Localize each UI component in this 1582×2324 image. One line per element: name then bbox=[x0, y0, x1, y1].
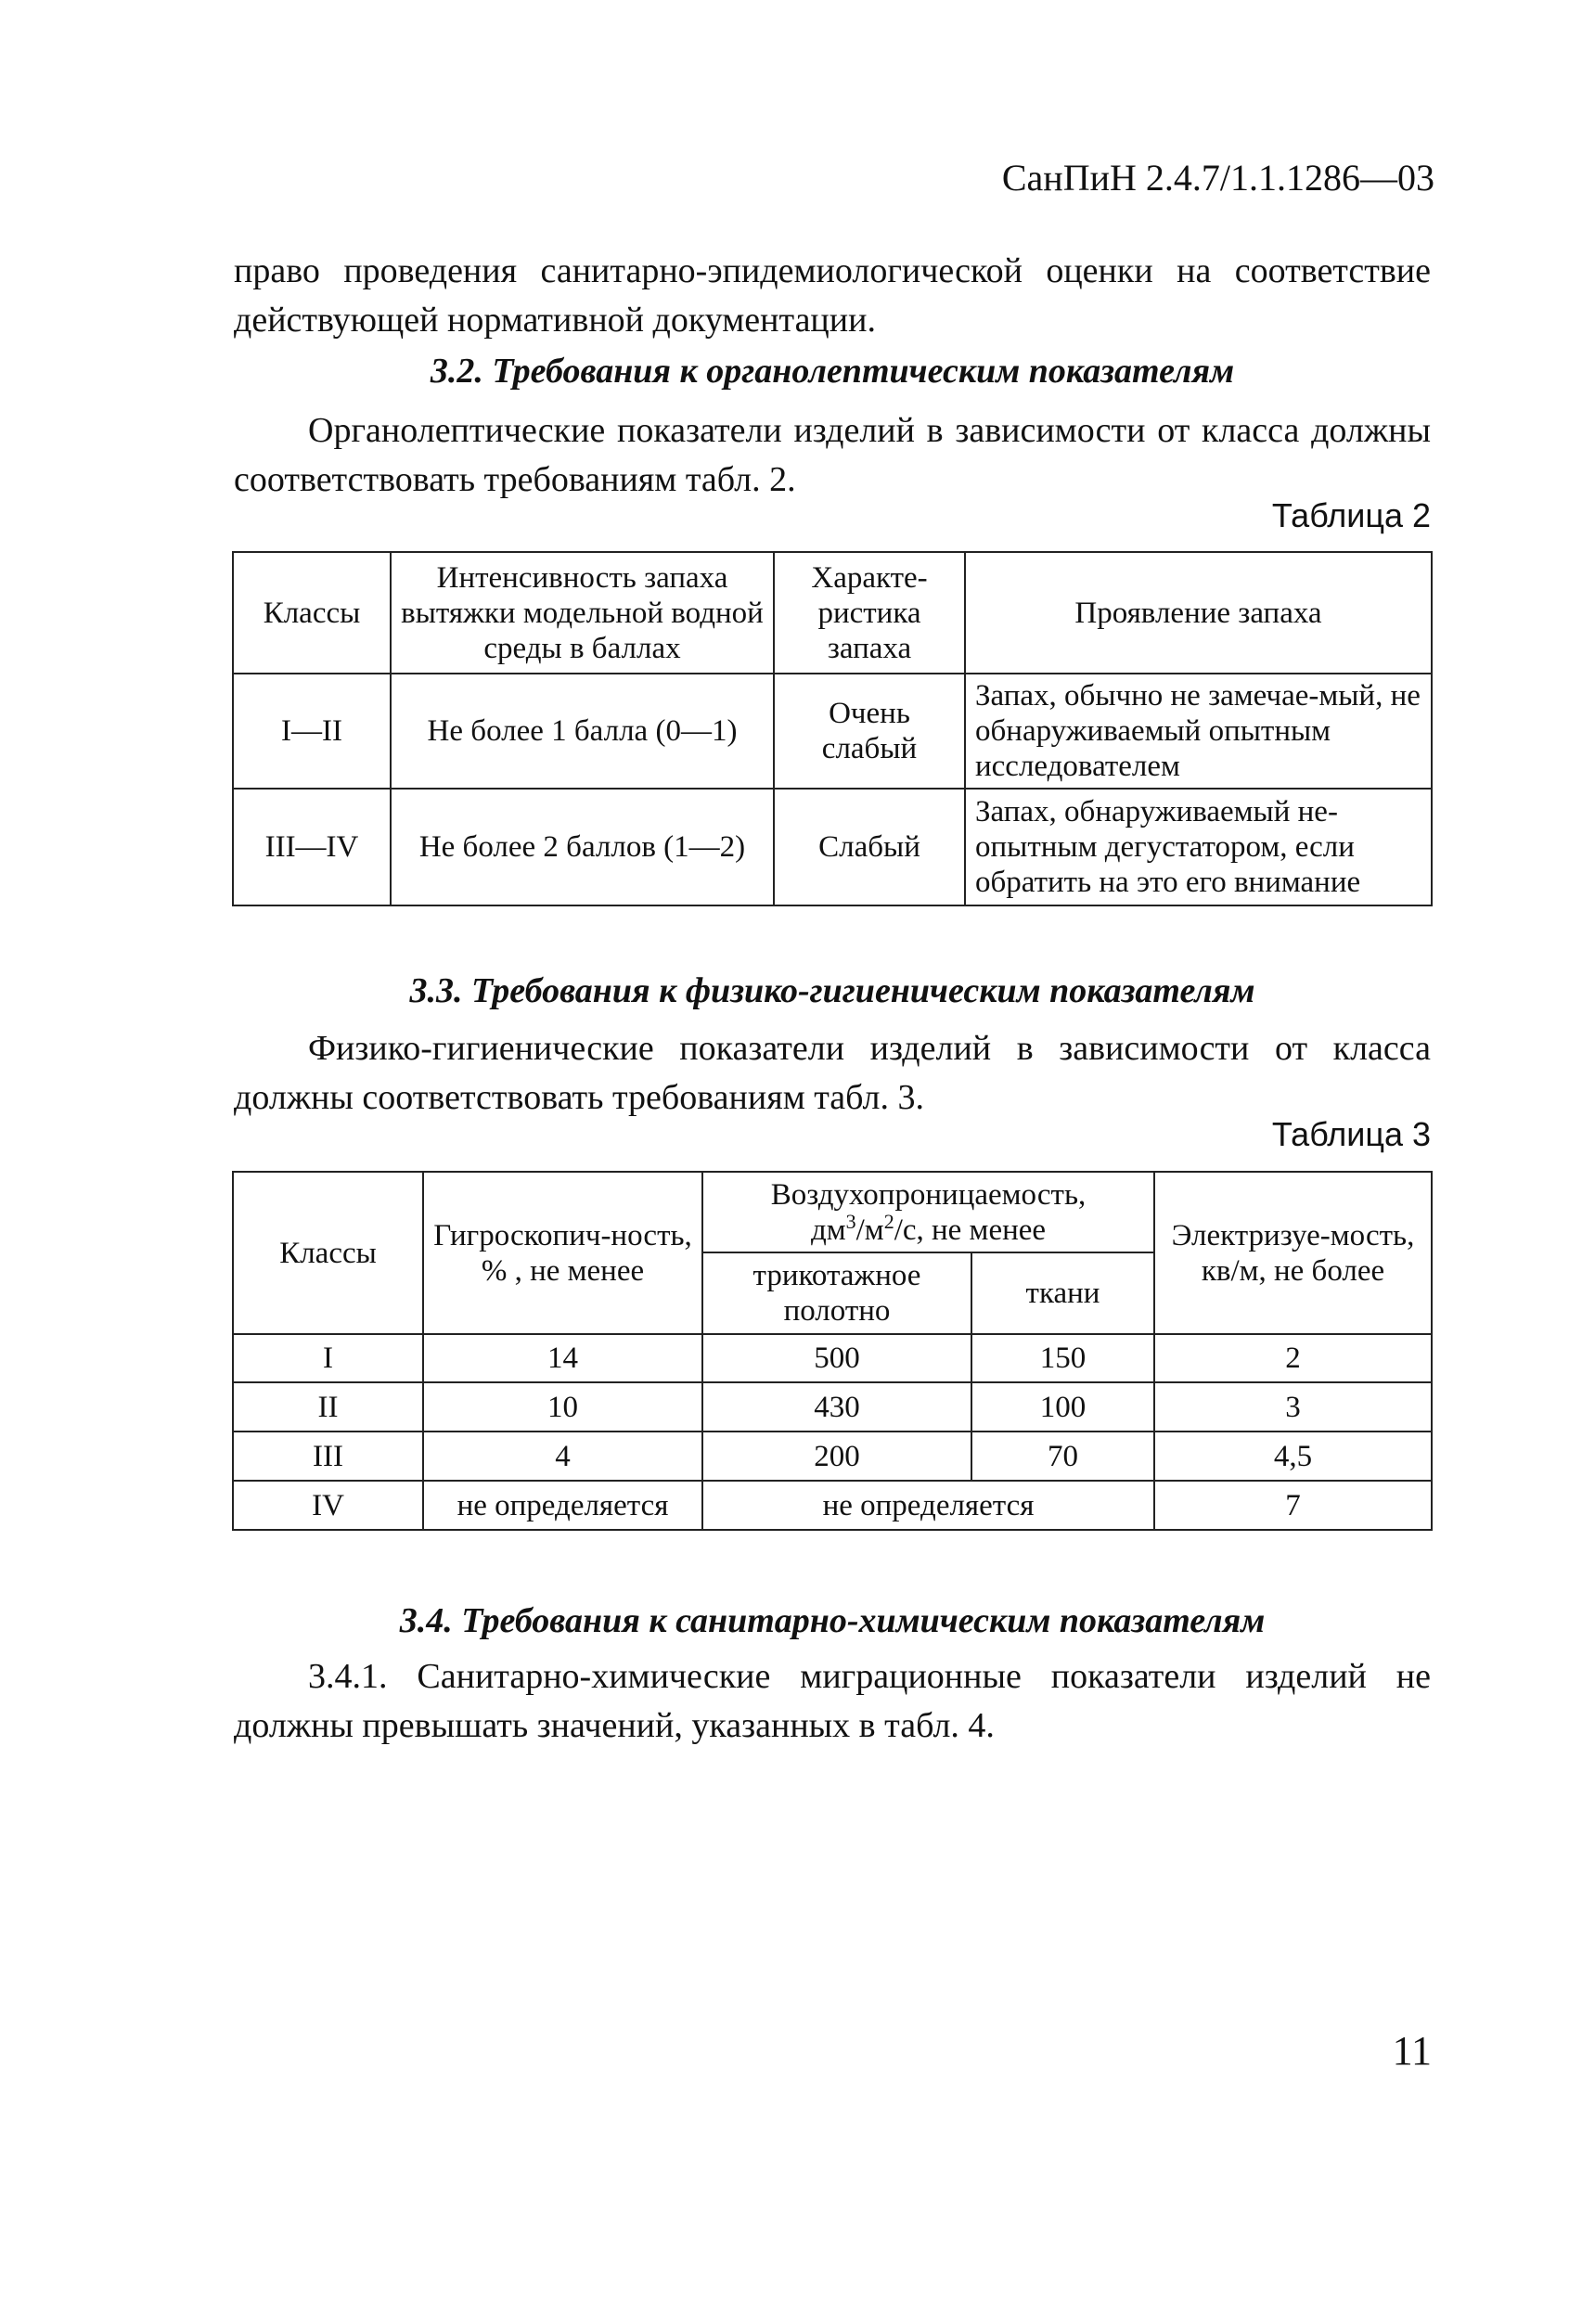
table-2-caption: Таблица 2 bbox=[1271, 496, 1431, 534]
section-3-4-paragraph: 3.4.1. Санитарно-химические миграционные показатели изделий не должны превышать значений, указанных в табл. 4. bbox=[234, 1657, 1431, 1745]
table-cell: III—IV bbox=[233, 789, 391, 905]
table-cell: 3 bbox=[1154, 1382, 1432, 1432]
table-cell: IV bbox=[233, 1481, 423, 1530]
table-row bbox=[233, 1334, 1432, 1382]
table-cell: 2 bbox=[1154, 1334, 1432, 1382]
table-cell: 7 bbox=[1154, 1481, 1432, 1530]
table-row bbox=[233, 789, 1432, 905]
table-cell: Не более 1 балла (0—1) bbox=[391, 674, 774, 789]
table-3-header-knitted: трикотажное полотно bbox=[702, 1252, 971, 1334]
table-cell: 430 bbox=[702, 1382, 971, 1432]
table-cell: 100 bbox=[971, 1382, 1154, 1432]
air-permeability-label: Воздухопроницаемость, bbox=[770, 1177, 1087, 1212]
section-3-4-heading: 3.4. Требования к санитарно-химическим показателям bbox=[399, 1601, 1266, 1640]
table-cell: 150 bbox=[971, 1334, 1154, 1382]
table-row bbox=[233, 1481, 1432, 1530]
table-2-header-intensity: Интенсивность запаха вытяжки модельной водной среды в баллах bbox=[391, 552, 774, 674]
table-3 bbox=[232, 1171, 1433, 1531]
table-cell: I bbox=[233, 1334, 423, 1382]
section-3-3-heading: 3.3. Требования к физико-гигиеническим показателям bbox=[409, 971, 1255, 1010]
table-3-header-classes: Классы bbox=[233, 1172, 423, 1334]
table-cell: Не более 2 баллов (1—2) bbox=[391, 789, 774, 905]
table-cell: II bbox=[233, 1382, 423, 1432]
table-2-header-row bbox=[233, 552, 1432, 674]
table-cell: 70 bbox=[971, 1432, 1154, 1481]
table-2-header-classes: Классы bbox=[233, 552, 391, 674]
table-cell: Слабый bbox=[774, 789, 965, 905]
table-3-header-row bbox=[233, 1172, 1432, 1252]
table-cell: III bbox=[233, 1432, 423, 1481]
table-cell: 14 bbox=[423, 1334, 702, 1382]
table-cell: 500 bbox=[702, 1334, 971, 1382]
table-3-header-fabric: ткани bbox=[971, 1252, 1154, 1334]
page-number: 11 bbox=[1392, 2028, 1432, 2074]
table-cell: Запах, обнаруживаемый не-опытным дегустатором, если обратить на это его внимание bbox=[965, 789, 1432, 905]
table-cell: Запах, обычно не замечае-мый, не обнаруживаемый опытным исследователем bbox=[965, 674, 1432, 789]
table-cell: 4 bbox=[423, 1432, 702, 1481]
table-3-header-electrization: Электризуе-мость, кв/м, не более bbox=[1154, 1172, 1432, 1334]
document-code-header: СанПиН 2.4.7/1.1.1286—03 bbox=[1001, 157, 1434, 199]
table-cell: не определяется bbox=[423, 1481, 702, 1530]
section-3-2-paragraph: Органолептические показатели изделий в зависимости от класса должны соответствовать требованиям табл. 2. bbox=[234, 411, 1431, 499]
section-3-2-heading: 3.2. Требования к органолептическим показателям bbox=[430, 352, 1235, 391]
table-3-caption: Таблица 3 bbox=[1271, 1115, 1431, 1153]
table-row bbox=[233, 1432, 1432, 1481]
section-3-3-paragraph: Физико-гигиенические показатели изделий в зависимости от класса должны соответствовать требованиям табл. 3. bbox=[234, 1029, 1431, 1117]
table-cell: 10 bbox=[423, 1382, 702, 1432]
table-cell: 4,5 bbox=[1154, 1432, 1432, 1481]
table-2 bbox=[232, 551, 1433, 906]
table-cell: Очень слабый bbox=[774, 674, 965, 789]
table-cell: I—II bbox=[233, 674, 391, 789]
table-3-header-hygroscopicity: Гигроскопич-ность, % , не менее bbox=[423, 1172, 702, 1334]
table-cell: не определяется bbox=[702, 1481, 1154, 1530]
intro-paragraph: право проведения санитарно-эпидемиологической оценки на соответствие действующей нормативной документации. bbox=[234, 251, 1431, 340]
table-2-header-manifestation: Проявление запаха bbox=[965, 552, 1432, 674]
table-row bbox=[233, 674, 1432, 789]
table-row bbox=[233, 1382, 1432, 1432]
table-2-header-character: Характе-ристика запаха bbox=[774, 552, 965, 674]
table-cell: 200 bbox=[702, 1432, 971, 1481]
table-3-header-air-permeability: Воздухопроницаемость, $дм^3/м^2/с$, не менее bbox=[702, 1172, 1154, 1252]
